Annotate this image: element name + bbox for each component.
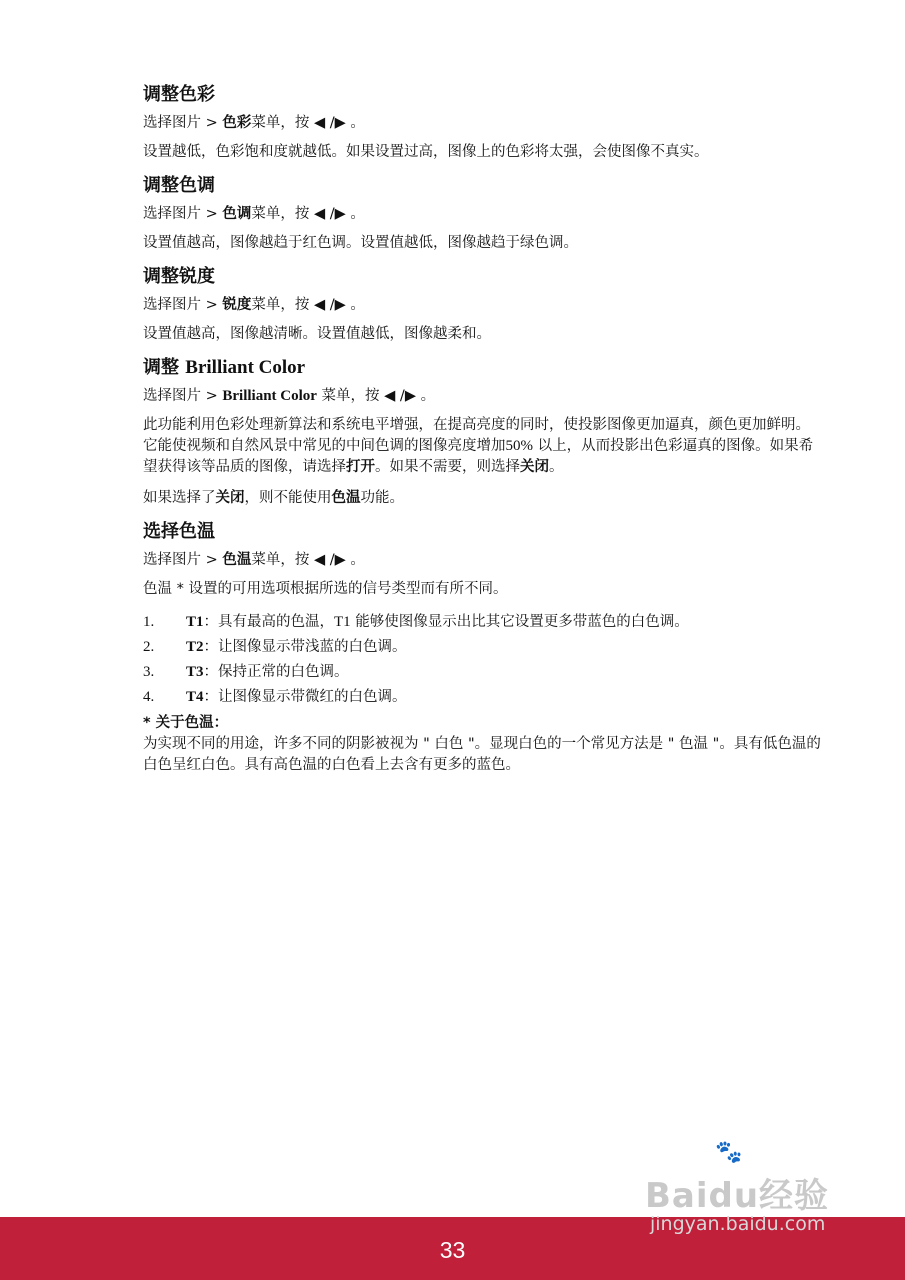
section-sharpness: [143, 264, 823, 345]
section-brilliant-color: [143, 355, 823, 509]
option-list: [143, 610, 823, 710]
menu-path: 选择图片 > 锐度菜单，按 ◀ /▶ 。: [143, 297, 365, 313]
note-title: * 关于色温：: [143, 715, 229, 731]
section-title: 选择色温: [143, 521, 215, 542]
section-tint: [143, 173, 823, 254]
section-title: 调整 Brilliant Color: [143, 357, 306, 378]
menu-path: 选择图片 > 色调菜单，按 ◀ /▶ 。: [143, 206, 365, 222]
section-intro: 色温 * 设置的可用选项根据所选的信号类型而有所不同。: [143, 581, 508, 597]
section-title: 调整色彩: [143, 84, 215, 105]
menu-item: Brilliant Color: [222, 388, 317, 404]
menu-item: 色调: [222, 206, 252, 222]
menu-item: 色彩: [222, 115, 252, 131]
baidu-watermark: [640, 1140, 870, 1220]
menu-path: 选择图片 > 色彩菜单，按 ◀ /▶ 。: [143, 115, 365, 131]
manual-content: [143, 82, 823, 786]
menu-path: 选择图片 > 色温菜单，按 ◀ /▶ 。: [143, 552, 365, 568]
list-item: 4. T4：让图像显示带微红的白色调。: [143, 689, 407, 705]
watermark-logo: Baidu经验: [645, 1176, 830, 1216]
section-body: 设置值越高，图像越清晰。设置值越低，图像越柔和。: [143, 326, 491, 342]
list-item: 2. T2：让图像显示带浅蓝的白色调。: [143, 639, 407, 655]
list-item: 1. T1：具有最高的色温，T1 能够使图像显示出比其它设置更多带蓝色的白色调。: [143, 614, 689, 630]
section-body: 设置越低，色彩饱和度就越低。如果设置过高，图像上的色彩将太强，会使图像不真实。: [143, 144, 709, 160]
section-color-temperature: [143, 519, 823, 776]
note-body: 为实现不同的用途，许多不同的阴影被视为 " 白色 "。显现白色的一个常见方法是 " 色温 "。具有低色温的白色呈红白色。具有高色温的白色看上去含有更多的蓝色。: [143, 736, 821, 773]
watermark-url: jingyan.baidu.com: [650, 1213, 826, 1235]
section-body: 设置值越高，图像越趋于红色调。设置值越低，图像越趋于绿色调。: [143, 235, 578, 251]
menu-item: 锐度: [222, 297, 252, 313]
list-item: 3. T3：保持正常的白色调。: [143, 664, 349, 680]
section-color: [143, 82, 823, 163]
section-title: 调整锐度: [143, 266, 215, 287]
menu-path: 选择图片 > Brilliant Color 菜单，按 ◀ /▶ 。: [143, 388, 436, 404]
page-number: 33: [439, 1237, 466, 1263]
menu-item: 色温: [222, 552, 252, 568]
section-body-note: 如果选择了关闭，则不能使用色温功能。: [143, 490, 404, 506]
section-body: 此功能利用色彩处理新算法和系统电平增强，在提高亮度的同时，使投影图像更加逼真，颜色更加鲜明。它能使视频和自然风景中常见的中间色调的图像亮度增加50% 以上，从而投影出色彩逼真的图像。如果希望获得该等品质的图像，请选择打开。如果不需要，则选择关闭。: [143, 417, 814, 475]
section-title: 调整色调: [143, 175, 215, 196]
paw-icon: 🐾: [715, 1140, 743, 1165]
